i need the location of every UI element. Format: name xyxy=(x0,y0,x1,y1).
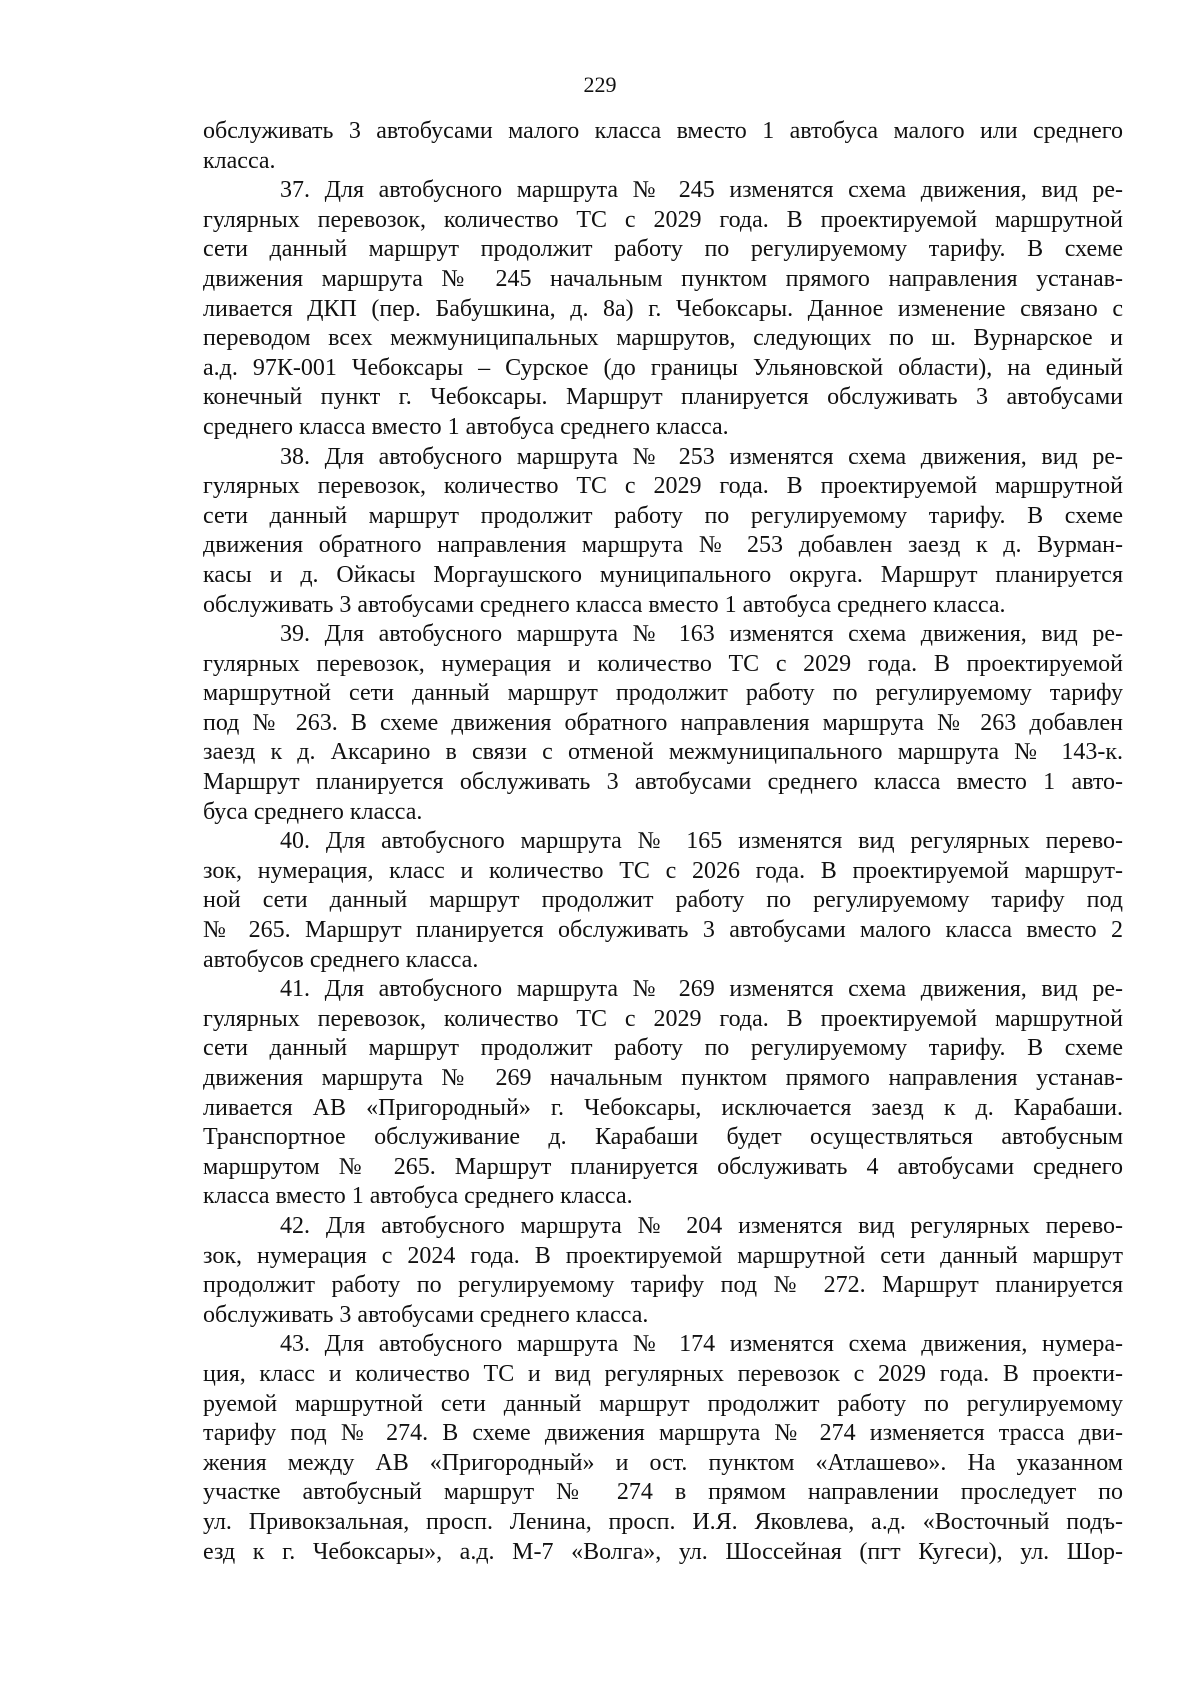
paragraph-first-line: 39. Для автобусного маршрута № 163 изменятся схема движения, вид ре- xyxy=(280,621,1123,648)
text-line: класса. xyxy=(203,147,276,174)
text-line: среднего класса вместо 1 автобуса среднего класса. xyxy=(203,413,729,440)
text-line: под № 263. В схеме движения обратного направления маршрута № 263 добавлен xyxy=(203,709,1123,736)
paragraph-first-line: 43. Для автобусного маршрута № 174 изменятся схема движения, нумера- xyxy=(280,1331,1123,1358)
text-line: обслуживать 3 автобусами среднего класса вместо 1 автобуса среднего класса. xyxy=(203,591,1006,618)
text-line: касы и д. Ойкасы Моргаушского муниципального округа. Маршрут планируется xyxy=(203,561,1123,588)
text-line: движения обратного направления маршрута № 253 добавлен заезд к д. Вурман- xyxy=(203,532,1123,559)
text-line: продолжит работу по регулируемому тарифу под № 272. Маршрут планируется xyxy=(203,1272,1123,1299)
text-line: гулярных перевозок, количество ТС с 2029 года. В проектируемой маршрутной xyxy=(203,473,1123,500)
text-line: сети данный маршрут продолжит работу по регулируемому тарифу. В схеме xyxy=(203,502,1123,529)
text-line: зок, нумерация с 2024 года. В проектируемой маршрутной сети данный маршрут xyxy=(203,1242,1123,1269)
text-line: сети данный маршрут продолжит работу по регулируемому тарифу. В схеме xyxy=(203,1035,1123,1062)
text-line: тарифу под № 274. В схеме движения маршрута № 274 изменяется трасса дви- xyxy=(203,1420,1123,1447)
text-line: ливается АВ «Пригородный» г. Чебоксары, исключается заезд к д. Карабаши. xyxy=(203,1094,1123,1121)
text-line: маршрутной сети данный маршрут продолжит работу по регулируемому тарифу xyxy=(203,680,1123,707)
text-line: № 265. Маршрут планируется обслуживать 3 автобусами малого класса вместо 2 xyxy=(203,917,1123,944)
text-line: гулярных перевозок, нумерация и количество ТС с 2029 года. В проектируемой xyxy=(203,650,1123,677)
text-line: ной сети данный маршрут продолжит работу по регулируемому тарифу под xyxy=(203,887,1123,914)
text-line: переводом всех межмуниципальных маршрутов, следующих по ш. Вурнарское и xyxy=(203,325,1123,352)
paragraph-first-line: 40. Для автобусного маршрута № 165 изменятся вид регулярных перево- xyxy=(280,828,1123,855)
text-line: ливается ДКП (пер. Бабушкина, д. 8а) г. Чебоксары. Данное изменение связано с xyxy=(203,295,1123,322)
paragraph-first-line: 38. Для автобусного маршрута № 253 изменятся схема движения, вид ре- xyxy=(280,443,1123,470)
text-line: гулярных перевозок, количество ТС с 2029 года. В проектируемой маршрутной xyxy=(203,1005,1123,1032)
text-line: ул. Привокзальная, просп. Ленина, просп. И.Я. Яковлева, а.д. «Восточный подъ- xyxy=(203,1508,1123,1535)
text-line: заезд к д. Аксарино в связи с отменой межмуниципального маршрута № 143-к. xyxy=(203,739,1123,766)
text-line: класса вместо 1 автобуса среднего класса. xyxy=(203,1183,633,1210)
text-line: автобусов среднего класса. xyxy=(203,946,479,973)
text-line: участке автобусный маршрут № 274 в прямом направлении проследует по xyxy=(203,1479,1123,1506)
text-line: обслуживать 3 автобусами среднего класса. xyxy=(203,1301,649,1328)
document-body xyxy=(203,117,1123,1567)
text-line: гулярных перевозок, количество ТС с 2029 года. В проектируемой маршрутной xyxy=(203,206,1123,233)
text-line: движения маршрута № 245 начальным пунктом прямого направления устанав- xyxy=(203,265,1123,292)
text-line: сети данный маршрут продолжит работу по регулируемому тарифу. В схеме xyxy=(203,236,1123,263)
text-line: ция, класс и количество ТС и вид регулярных перевозок с 2029 года. В проекти- xyxy=(203,1360,1123,1387)
text-line: Транспортное обслуживание д. Карабаши будет осуществляться автобусным xyxy=(203,1124,1123,1151)
text-line: а.д. 97К-001 Чебоксары – Сурское (до границы Ульяновской области), на единый xyxy=(203,354,1123,381)
text-line: Маршрут планируется обслуживать 3 автобусами среднего класса вместо 1 авто- xyxy=(203,769,1123,796)
text-line: маршрутом № 265. Маршрут планируется обслуживать 4 автобусами среднего xyxy=(203,1153,1123,1180)
text-line: зок, нумерация, класс и количество ТС с 2026 года. В проектируемой маршрут- xyxy=(203,857,1123,884)
page-number: 229 xyxy=(583,72,617,97)
paragraph-first-line: 41. Для автобусного маршрута № 269 изменятся схема движения, вид ре- xyxy=(280,976,1123,1003)
text-line: руемой маршрутной сети данный маршрут продолжит работу по регулируемому xyxy=(203,1390,1123,1417)
paragraph-first-line: 37. Для автобусного маршрута № 245 изменятся схема движения, вид ре- xyxy=(280,177,1123,204)
text-line: движения маршрута № 269 начальным пунктом прямого направления устанав- xyxy=(203,1065,1123,1091)
paragraph-first-line: 42. Для автобусного маршрута № 204 изменятся вид регулярных перево- xyxy=(280,1212,1123,1239)
text-line: конечный пункт г. Чебоксары. Маршрут планируется обслуживать 3 автобусами xyxy=(203,384,1123,411)
text-line: жения между АВ «Пригородный» и ост. пунктом «Атлашево». На указанном xyxy=(203,1449,1123,1476)
text-line: езд к г. Чебоксары», а.д. М-7 «Волга», ул. Шоссейная (пгт Кугеси), ул. Шор- xyxy=(203,1538,1123,1565)
text-line: буса среднего класса. xyxy=(203,798,423,825)
text-line: обслуживать 3 автобусами малого класса вместо 1 автобуса малого или среднего xyxy=(203,118,1123,144)
